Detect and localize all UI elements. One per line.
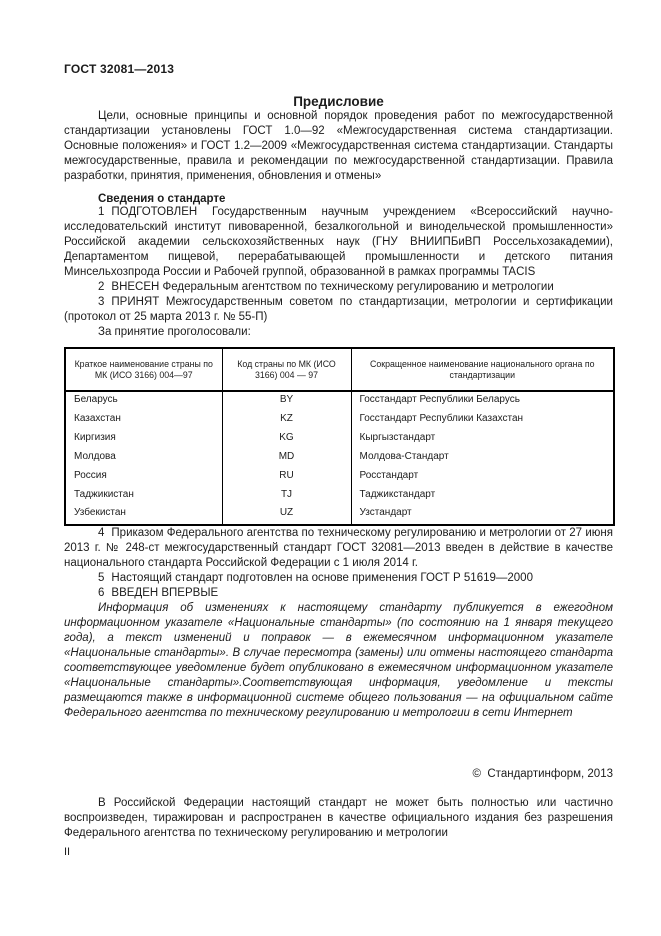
cell-code: MD xyxy=(222,449,351,468)
item-number: 2 xyxy=(98,281,105,293)
foreword-item-2 xyxy=(64,280,613,295)
cell-org: Молдова-Стандарт xyxy=(351,449,614,468)
cell-org: Росстандарт xyxy=(351,468,614,487)
item-text: ПОДГОТОВЛЕН Государственным научным учреждением «Всероссийский научно-исследовательский институт пивоваренной, безалкогольной и винодельческой промышленности» Российской академии сельскохозяйственных наук (ГНУ ВНИИПБиВП Россельхозакадемии), Департаментом пищевой, перерабатывающей промышленности и детского питания Минсельхозпрода России и Рабочей группой, образованной в рамках программы TACIS xyxy=(64,206,613,278)
table-row xyxy=(65,391,614,411)
foreword-item-3 xyxy=(64,295,613,325)
foreword-item-1 xyxy=(64,205,613,280)
cell-country: Беларусь xyxy=(65,391,222,411)
foreword-item-6 xyxy=(64,586,613,601)
table-header-row xyxy=(65,348,614,391)
item-number: 1 xyxy=(98,206,105,218)
standard-info-heading: Сведения о стандарте xyxy=(98,193,226,205)
cell-country: Казахстан xyxy=(65,411,222,430)
cell-org: Госстандарт Республики Беларусь xyxy=(351,391,614,411)
column-header-country: Краткое наименование страны по МК (ИСО 3166) 004—97 xyxy=(65,348,222,391)
table-row xyxy=(65,468,614,487)
item-number: 6 xyxy=(98,587,105,600)
column-header-org: Сокращенное наименование национального органа по стандартизации xyxy=(351,348,614,391)
cell-org: Таджикстандарт xyxy=(351,487,614,506)
item-text: Настоящий стандарт подготовлен на основе применения ГОСТ Р 51619—2000 xyxy=(111,572,533,585)
cell-org: Узстандарт xyxy=(351,505,614,525)
cell-code: UZ xyxy=(222,505,351,525)
item-text: ПРИНЯТ Межгосударственным советом по стандартизации, метрологии и сертификации (протокол от 25 марта 2013 г. № 55-П) xyxy=(64,296,613,323)
item-text: ВВЕДЕН ВПЕРВЫЕ xyxy=(111,587,219,600)
vote-lead: За принятие проголосовали: xyxy=(98,326,251,338)
table-row xyxy=(65,449,614,468)
cell-country: Киргизия xyxy=(65,430,222,449)
intro-paragraph: Цели, основные принципы и основной порядок проведения работ по межгосударственной стандартизации установлены ГОСТ 1.0—92 «Межгосударственная система стандартизации. Основные положения» и ГОСТ 1.2—2009 «Межгосударственная система стандартизации. Стандарты межгосударственные, правила и рекомендации по межгосударственной стандартизации. Правила разработки, принятия, применения, обновления и отмены» xyxy=(64,110,613,182)
cell-code: RU xyxy=(222,468,351,487)
vote-table xyxy=(64,347,615,526)
cell-org: Госстандарт Республики Казахстан xyxy=(351,411,614,430)
cell-country: Узбекистан xyxy=(65,505,222,525)
table-row xyxy=(65,505,614,525)
page-number: II xyxy=(64,846,71,858)
page-content xyxy=(64,0,613,721)
page-title: Предисловие xyxy=(293,94,384,109)
restriction-paragraph: В Российской Федерации настоящий стандарт не может быть полностью или частично воспроизведен, тиражирован и распространен в качестве официального издания без разрешения Федерального агентства по техническому регулированию и метрологии xyxy=(64,797,613,839)
table-row xyxy=(65,487,614,506)
cell-org: Кыргызстандарт xyxy=(351,430,614,449)
item-text: Приказом Федерального агентства по техническому регулированию и метрологии от 27 июня 2013 г. № 248-ст межгосударственный стандарт ГОСТ 32081—2013 введен в действие в качестве национального стандарта Российской Федерации с 1 июля 2014 г. xyxy=(64,527,613,570)
cell-code: KG xyxy=(222,430,351,449)
cell-country: Россия xyxy=(65,468,222,487)
table-row xyxy=(65,430,614,449)
item-text: ВНЕСЕН Федеральным агентством по техническому регулированию и метрологии xyxy=(111,281,554,293)
column-header-code: Код страны по МК (ИСО 3166) 004 — 97 xyxy=(222,348,351,391)
cell-code: KZ xyxy=(222,411,351,430)
cell-code: BY xyxy=(222,391,351,411)
item-number: 3 xyxy=(98,296,105,308)
foreword-item-5 xyxy=(64,571,613,586)
copyright-line: © Стандартинформ, 2013 xyxy=(472,768,613,780)
item-number: 4 xyxy=(98,527,105,540)
table-row xyxy=(65,411,614,430)
doc-code: ГОСТ 32081—2013 xyxy=(64,62,175,76)
amendment-note: Информация об изменениях к настоящему стандарту публикуется в ежегодном информационном указателе «Национальные стандарты» (по состоянию на 1 января текущего года), а текст изменений и поправок — в ежемесячном информационном указателе «Национальные стандарты». В случае пересмотра (замены) или отмены настоящего стандарта соответствующее уведомление будет опубликовано в ежемесячном информационном указателе «Национальные стандарты».Соответствующая информация, уведомление и тексты размещаются также в информационной системе общего пользования — на официальном сайте Федерального агентства по техническому регулированию и метрологии в сети Интернет xyxy=(64,602,613,720)
foreword-item-4 xyxy=(64,526,613,571)
cell-code: TJ xyxy=(222,487,351,506)
cell-country: Молдова xyxy=(65,449,222,468)
cell-country: Таджикистан xyxy=(65,487,222,506)
item-number: 5 xyxy=(98,572,105,585)
